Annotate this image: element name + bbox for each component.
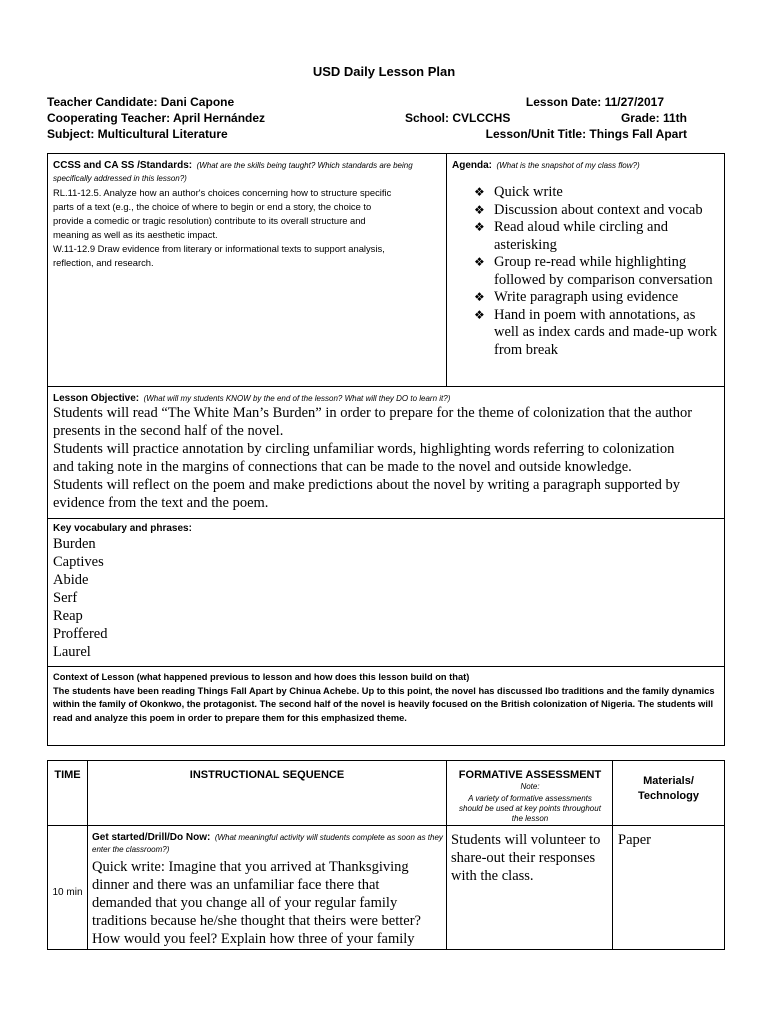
- agenda-hint: (What is the snapshot of my class flow?): [496, 161, 640, 170]
- standards-line: meaning as well as its aesthetic impact.: [53, 229, 218, 240]
- subject: Subject: Multicultural Literature: [47, 127, 228, 141]
- row-sequence: [92, 831, 444, 948]
- row-assessment: [451, 831, 611, 885]
- objective-box: [47, 386, 725, 519]
- objective-line: evidence from the text and the poem.: [53, 495, 269, 511]
- vocab-box: [47, 518, 725, 667]
- vocab-word: Serf: [53, 590, 78, 606]
- objective-hint: (What will my students KNOW by the end of the lesson? What will they DO to learn it?): [143, 394, 451, 403]
- assessment-line: with the class.: [451, 868, 534, 884]
- col-header-materials: [613, 774, 724, 804]
- objective-line: and taking note in the margins of connections that can be made to the novel and outside knowledge.: [53, 459, 632, 475]
- standards-label: CCSS and CA SS /Standards:: [53, 160, 193, 171]
- assessment-line: share-out their responses: [451, 850, 596, 866]
- standards-box: [47, 153, 447, 387]
- vocab-word: Laurel: [53, 644, 91, 660]
- context-text: [53, 685, 719, 726]
- unit-title: Lesson/Unit Title: Things Fall Apart: [485, 127, 687, 141]
- standards-line: RL.11-12.5. Analyze how an author's choices concerning how to structure specific: [53, 187, 392, 198]
- vocab-label: Key vocabulary and phrases:: [53, 523, 192, 534]
- context-line: read and analyze this poem in order to prepare them for this emphasized theme.: [53, 712, 407, 723]
- school: School: CVLCCHS: [405, 111, 511, 125]
- row-materials: Paper: [618, 832, 652, 848]
- standards-text: [53, 186, 441, 270]
- assessment-note: A variety of formative assessments should be used at key points throughout the lesson: [459, 794, 601, 823]
- agenda-list: [468, 184, 719, 359]
- agenda-item: ❖ Hand in poem with annotations, as well as index cards and made-up work from break: [468, 307, 719, 360]
- vocab-word: Abide: [53, 572, 89, 588]
- agenda-item: ❖ Quick write: [468, 184, 719, 202]
- do-now-line: How would you feel? Explain how three of your family: [92, 931, 415, 947]
- agenda-item: ❖ Read aloud while circling and asterisking: [468, 219, 719, 254]
- grade: Grade: 11th: [620, 111, 687, 125]
- assessment-note-label: Note:: [520, 782, 540, 791]
- teacher-candidate: Teacher Candidate: Dani Capone: [47, 95, 235, 109]
- sequence-table: [47, 760, 725, 950]
- context-line: within the family of Okonkwo, the protagonist. The second half of the novel is heavily focused on the British colonization of Nigeria. The students will: [53, 699, 714, 709]
- standards-line: reflection, and research.: [53, 257, 154, 268]
- standards-line: provide a comedic or tragic resolution) contribute to its overall structure and: [53, 215, 366, 226]
- do-now-label: Get started/Drill/Do Now:: [92, 832, 211, 843]
- do-now-hint: (What meaningful activity will students complete as soon as they enter the classroom?): [92, 833, 443, 854]
- col-header-assessment: [452, 769, 608, 824]
- agenda-item: ❖ Write paragraph using evidence: [468, 289, 719, 307]
- materials-title: Materials/: [643, 775, 694, 787]
- vocab-word: Reap: [53, 608, 83, 624]
- row-time: 10 min: [52, 887, 83, 898]
- page-title: USD Daily Lesson Plan: [312, 64, 456, 79]
- col-header-time: TIME: [54, 769, 81, 781]
- standards-line: parts of a text (e.g., the choice of where to begin or end a story, the choice to: [53, 201, 372, 212]
- agenda-item: ❖ Group re-read while highlighting followed by comparison conversation: [468, 254, 719, 289]
- context-label: Context of Lesson (what happened previous to lesson and how does this lesson build on that): [53, 672, 470, 682]
- assessment-line: Students will volunteer to: [451, 832, 601, 848]
- objective-line: presents in the second half of the novel.: [53, 423, 284, 439]
- standards-hint: (What are the skills being taught? Which standards are being specifically addressed in this lesson?): [53, 161, 413, 183]
- do-now-line: traditions because he/she thought that theirs were better?: [92, 913, 421, 929]
- standards-line: W.11-12.9 Draw evidence from literary or informational texts to support analysis,: [53, 243, 385, 254]
- objective-line: Students will practice annotation by circling unfamiliar words, highlighting words referring to colonization: [53, 441, 675, 457]
- vocab-word: Burden: [53, 536, 96, 552]
- do-now-line: dinner and there was an unfamiliar face there that: [92, 877, 380, 893]
- do-now-text: [92, 858, 444, 948]
- context-line: The students have been reading Things Fall Apart by Chinua Achebe. Up to this point, the novel has discussed Ibo traditions and the family dynamics: [53, 685, 715, 696]
- vocab-word: Captives: [53, 554, 104, 570]
- context-box: [47, 666, 725, 746]
- do-now-line: Quick write: Imagine that you arrived at Thanksgiving: [92, 859, 409, 875]
- objective-line: Students will reflect on the poem and make predictions about the novel by writing a paragraph supported by: [53, 477, 680, 493]
- technology-title: Technology: [638, 790, 699, 802]
- lesson-date: Lesson Date: 11/27/2017: [525, 95, 664, 109]
- agenda-box: [446, 153, 725, 387]
- assessment-title: FORMATIVE ASSESSMENT: [458, 769, 602, 781]
- vocab-word: Proffered: [53, 626, 108, 642]
- col-header-sequence: INSTRUCTIONAL SEQUENCE: [189, 769, 345, 781]
- cooperating-teacher: Cooperating Teacher: April Hernández: [47, 111, 266, 125]
- objective-text: [53, 404, 719, 512]
- agenda-item: ❖ Discussion about context and vocab: [468, 202, 719, 220]
- vocab-list: [53, 535, 719, 661]
- objective-label: Lesson Objective:: [53, 393, 140, 404]
- do-now-line: demanded that you change all of your regular family: [92, 895, 398, 911]
- agenda-label: Agenda:: [452, 160, 492, 171]
- objective-line: Students will read “The White Man’s Burden” in order to prepare for the theme of colonization that the author: [53, 405, 693, 421]
